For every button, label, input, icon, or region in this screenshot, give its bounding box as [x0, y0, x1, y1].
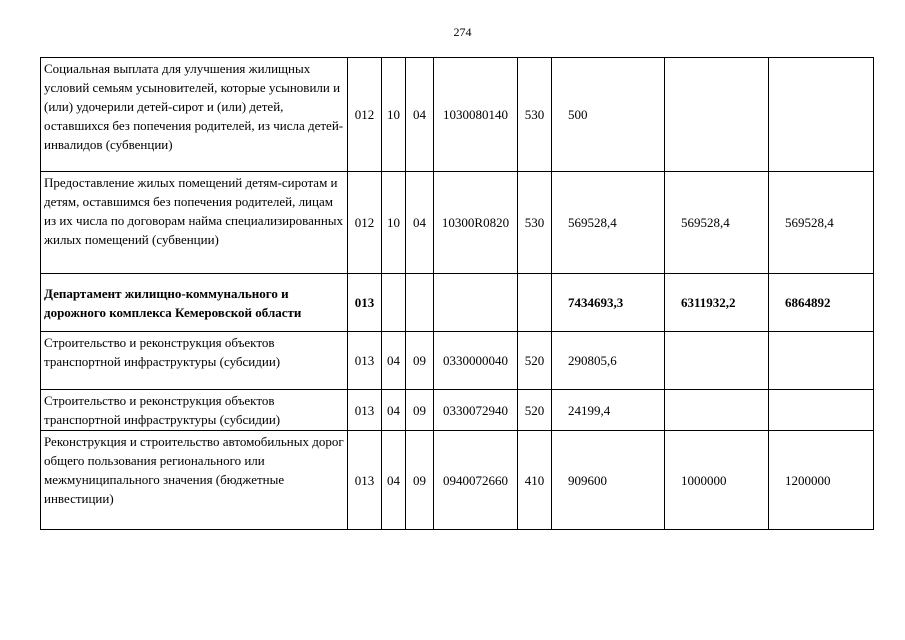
- row-description: Департамент жилищно-коммунального и дорожного комплекса Кемеровской области: [41, 274, 348, 332]
- subsection-code: 04: [406, 172, 434, 274]
- row-description: Строительство и реконструкция объектов транспортной инфраструктуры (субсидии): [41, 332, 348, 390]
- ministry-code: 013: [348, 274, 382, 332]
- ministry-code: 013: [348, 332, 382, 390]
- subsection-code: 09: [406, 390, 434, 431]
- sum-year-2: 569528,4: [665, 172, 769, 274]
- table-row: [41, 431, 874, 530]
- table-row: [41, 172, 874, 274]
- section-code: 04: [382, 332, 406, 390]
- subsection-code: 09: [406, 431, 434, 530]
- table-row: [41, 274, 874, 332]
- sum-year-2: 1000000: [665, 431, 769, 530]
- ministry-code: 012: [348, 58, 382, 172]
- expense-type-code: 520: [518, 390, 552, 431]
- sum-year-1: 24199,4: [552, 390, 665, 431]
- sum-year-3: 1200000: [769, 431, 874, 530]
- sum-year-1: 7434693,3: [552, 274, 665, 332]
- section-code: 10: [382, 58, 406, 172]
- target-article-code: [434, 274, 518, 332]
- sum-year-3: [769, 390, 874, 431]
- expense-type-code: 410: [518, 431, 552, 530]
- ministry-code: 013: [348, 390, 382, 431]
- row-description: Строительство и реконструкция объектов транспортной инфраструктуры (субсидии): [41, 390, 348, 431]
- sum-year-2: [665, 58, 769, 172]
- row-description: Предоставление жилых помещений детям-сиротам и детям, оставшимся без попечения родителей, лицам из их числа по договорам найма специализированных жилых помещений (субвенции): [41, 172, 348, 274]
- ministry-code: 013: [348, 431, 382, 530]
- sum-year-3: [769, 58, 874, 172]
- sum-year-3: [769, 332, 874, 390]
- expense-type-code: 520: [518, 332, 552, 390]
- ministry-code: 012: [348, 172, 382, 274]
- table-row: [41, 332, 874, 390]
- sum-year-3: 569528,4: [769, 172, 874, 274]
- budget-table: [40, 57, 874, 530]
- row-description: Социальная выплата для улучшения жилищных условий семьям усыновителей, которые усыновили и (или) удочерили детей-сирот и (или) детей, оставшихся без попечения родителей, из числа детей-инвалидов (субвенции): [41, 58, 348, 172]
- sum-year-1: 500: [552, 58, 665, 172]
- sum-year-2: [665, 332, 769, 390]
- section-code: 04: [382, 431, 406, 530]
- section-code: 04: [382, 390, 406, 431]
- section-code: [382, 274, 406, 332]
- page-number: 274: [453, 25, 472, 39]
- target-article-code: 0330000040: [434, 332, 518, 390]
- subsection-code: [406, 274, 434, 332]
- expense-type-code: [518, 274, 552, 332]
- expense-type-code: 530: [518, 58, 552, 172]
- table-row: [41, 390, 874, 431]
- target-article-code: 0330072940: [434, 390, 518, 431]
- expense-type-code: 530: [518, 172, 552, 274]
- sum-year-1: 290805,6: [552, 332, 665, 390]
- sum-year-1: 909600: [552, 431, 665, 530]
- sum-year-2: [665, 390, 769, 431]
- sum-year-3: 6864892: [769, 274, 874, 332]
- sum-year-1: 569528,4: [552, 172, 665, 274]
- section-code: 10: [382, 172, 406, 274]
- table-row: [41, 58, 874, 172]
- target-article-code: 1030080140: [434, 58, 518, 172]
- sum-year-2: 6311932,2: [665, 274, 769, 332]
- target-article-code: 10300R0820: [434, 172, 518, 274]
- row-description: Реконструкция и строительство автомобильных дорог общего пользования регионального или межмуниципального значения (бюджетные инвестиции): [41, 431, 348, 530]
- target-article-code: 0940072660: [434, 431, 518, 530]
- subsection-code: 09: [406, 332, 434, 390]
- subsection-code: 04: [406, 58, 434, 172]
